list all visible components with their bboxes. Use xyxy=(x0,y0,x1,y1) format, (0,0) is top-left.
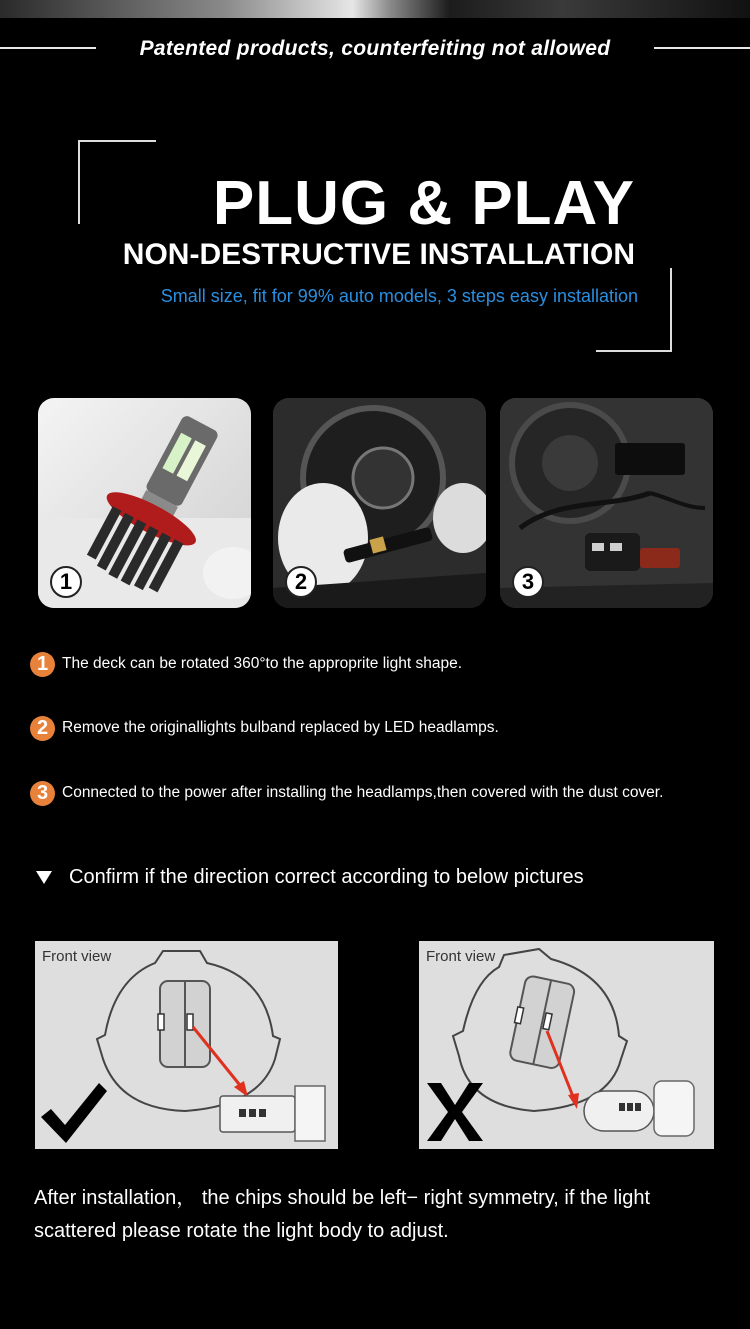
diagram-correct xyxy=(35,941,338,1149)
step-text: The deck can be rotated 360°to the approprite light shape. xyxy=(62,655,462,672)
confirm-text: Confirm if the direction correct according to below pictures xyxy=(69,866,584,888)
photo-number-badge: 2 xyxy=(285,566,317,598)
patent-tagline: Patented products, counterfeiting not allowed xyxy=(139,37,611,60)
photo-number-badge: 3 xyxy=(512,566,544,598)
diagram-label: Front view xyxy=(42,948,112,965)
x-mark-icon xyxy=(423,1079,487,1145)
top-gradient-strip xyxy=(0,0,750,18)
diagram-incorrect xyxy=(419,941,714,1149)
hero-subtitle: NON-DESTRUCTIVE INSTALLATION xyxy=(122,238,635,271)
confirm-direction-note xyxy=(36,866,584,889)
step-photo-2 xyxy=(273,398,486,608)
step-text: Connected to the power after installing the headlamps,then covered with the dust cover. xyxy=(62,784,664,801)
step-text: Remove the originallights bulband replaced by LED headlamps. xyxy=(62,719,499,736)
hero-description: Small size, fit for 99% auto models, 3 steps easy installation xyxy=(160,286,638,306)
step-item-1 xyxy=(30,649,750,679)
step-photo-1 xyxy=(38,398,251,608)
triangle-down-icon xyxy=(36,871,52,884)
step-number-badge: 1 xyxy=(30,652,55,677)
installation-note: After installation， the chips should be left− right symmetry, if the light scattered please rotate the light body to adjust. xyxy=(34,1187,651,1242)
diagram-label: Front view xyxy=(426,948,496,965)
photo-number-badge: 1 xyxy=(50,566,82,598)
corner-bracket-bottom-right xyxy=(596,268,672,352)
step-number-badge: 3 xyxy=(30,781,55,806)
step-item-2 xyxy=(30,713,750,743)
step-item-3 xyxy=(30,778,750,808)
step-number-badge: 2 xyxy=(30,716,55,741)
step-photo-3 xyxy=(500,398,713,608)
hero-title: PLUG & PLAY xyxy=(212,169,635,238)
check-mark-icon xyxy=(39,1079,109,1147)
